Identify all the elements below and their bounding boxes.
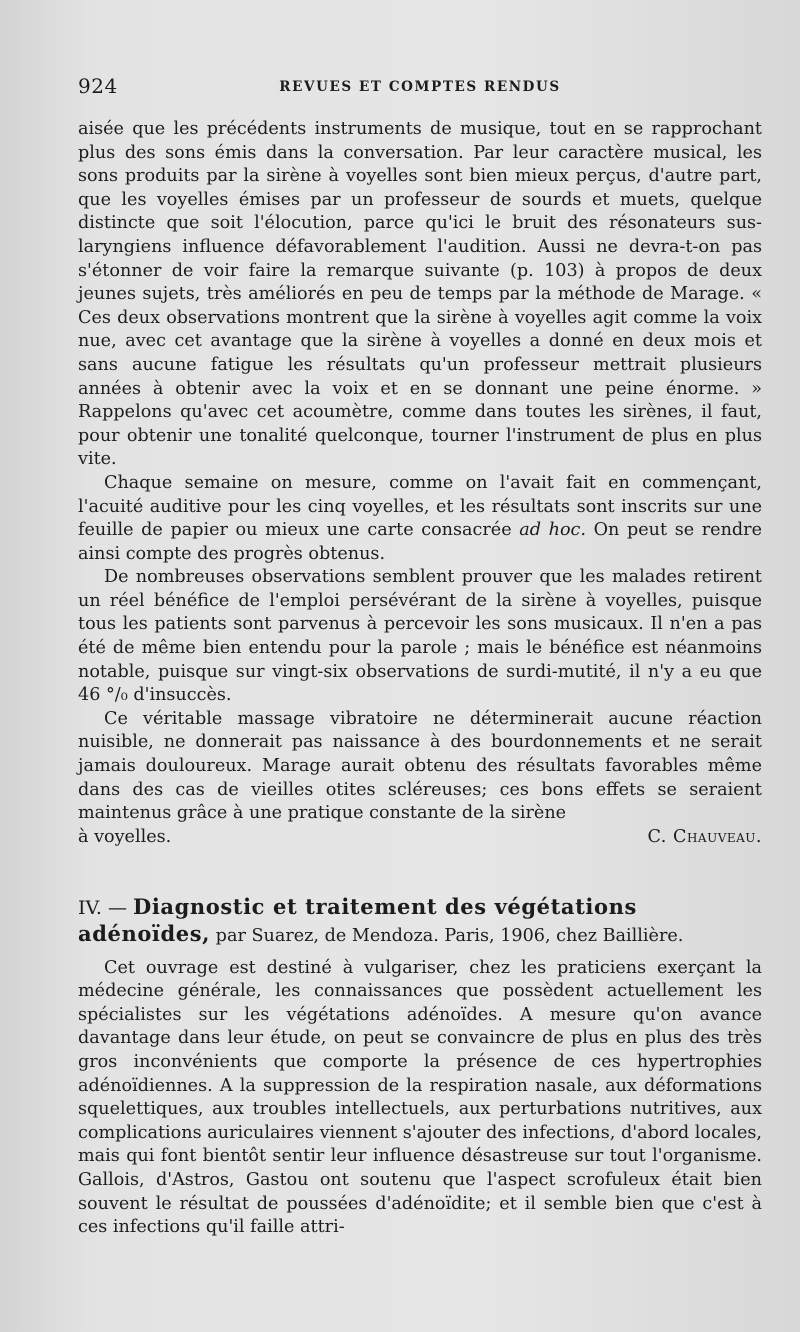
paragraph: Cet ouvrage est destiné à vulgariser, chez les praticiens exerçant la médecine générale, les connaissances que possèdent actuellement les spécialistes sur les végétations adénoïdes. A mesure qu'on avance davantage dans leur étude, on peut se convaincre de plus en plus des très gros inconvénients que comporte la présence de ces hypertrophies adénoïdiennes. A la suppression de la respiration nasale, aux déformations squelettiques, aux troubles intellectuels, aux perturbations nutritives, aux complications auriculaires viennent s'ajouter des infections, d'abord locales, mais qui font bientôt sentir leur influence désastreuse sur tout l'organisme. Gallois, d'Astros, Gastou ont soutenu que l'aspect scrofuleux était bien souvent le résultat de poussées d'adénoïdite; et il semble bien que c'est à ces infections qu'il faille attri- [78, 957, 762, 1238]
paragraph-text: Chaque semaine on mesure, comme on l'avait fait en commençant, l'acuité auditive pour les cinq voyelles, et les résultats sont inscrits sur une feuille de papier ou mieux une carte consacrée [78, 472, 762, 541]
closing-text: à voyelles. [78, 826, 172, 847]
page-body [78, 118, 762, 1240]
section-title: Diagnostic et traitement des végétations adénoïdes, [78, 894, 637, 946]
paragraph: De nombreuses observations semblent prouver que les malades retirent un réel bénéfice de l'emploi persévérant de la sirène à voyelles, puisque tous les patients sont parvenus à percevoir les sons musicaux. Il n'en a pas été de même bien entendu pour la parole ; mais le bénéfice est néanmoins notable, puisque sur vingt-six observations de surdi-mutité, il n'y a eu que 46 °/₀ d'insuccès. [78, 567, 762, 706]
closing-line [78, 826, 762, 850]
paragraph [78, 472, 762, 566]
paragraph: aisée que les précédents instruments de musique, tout en se rapprochant plus des sons émis dans la conversation. Par leur caractère musical, les sons produits par la sirène à voyelles sont bien mieux perçus, d'autre part, que les voyelles émises par un professeur de sourds et muets, quelque distincte que soit l'élocution, parce qu'ici le bruit des résonateurs sus-laryngiens influence défavorablement l'audition. Aussi ne devra-t-on pas s'étonner de voir faire la remarque suivante (p. 103) à propos de deux jeunes sujets, très améliorés en peu de temps par la méthode de Marage. « Ces deux observations montrent que la sirène à voyelles agit comme la voix nue, avec cet avantage que la sirène à voyelles a donné en deux mois et sans aucune fatigue les résultats qu'un professeur mettrait plusieurs années à obtenir avec la voix et en se donnant une peine énorme. » Rappelons qu'avec cet acoumètre, comme dans toutes les sirènes, il faut, pour obtenir une tonalité quelconque, tourner l'instrument de plus en plus vite. [78, 119, 762, 470]
paragraph: Ce véritable massage vibratoire ne déterminerait aucune réaction nuisible, ne donnerait pas naissance à des bourdonnements et ne serait jamais douloureux. Marage aurait obtenu des résultats favorables même dans des cas de vieilles otites scléreuses; ces bons effets se seraient maintenus grâce à une pratique constante de la sirène [78, 708, 762, 824]
page-number: 924 [78, 74, 118, 98]
page-header [78, 74, 762, 104]
section-number: IV. — [78, 897, 134, 920]
paragraph-text: On peut se rendre ainsi compte des progrès obtenus. [78, 520, 762, 564]
running-title: REVUES ET COMPTES RENDUS [279, 79, 561, 95]
section-heading [78, 895, 762, 948]
section-spacer [78, 849, 762, 895]
author-signature: C. Chauveau. [647, 826, 762, 847]
section-byline: par Suarez, de Mendoza. Paris, 1906, chez Baillière. [210, 926, 684, 946]
italic-term: ad hoc. [519, 520, 586, 541]
